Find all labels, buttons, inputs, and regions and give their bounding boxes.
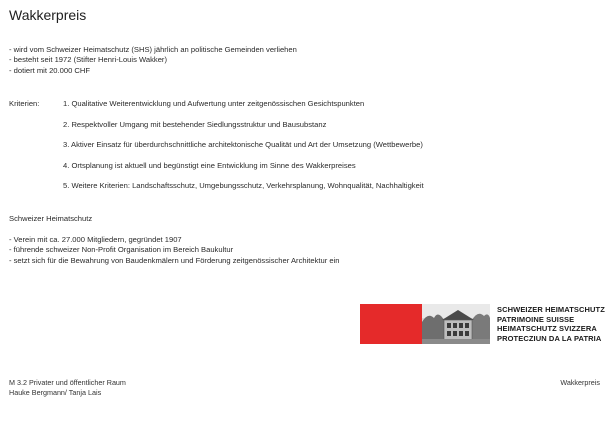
logo-building-photo [422, 304, 490, 344]
logo-line: SCHWEIZER HEIMATSCHUTZ [497, 305, 605, 314]
criteria-item: 2. Respektvoller Umgang mit bestehender Siedlungsstruktur und Bausubstanz [63, 119, 327, 129]
logo-line: PATRIMOINE SUISSE [497, 314, 575, 324]
criteria-item: 4. Ortsplanung ist aktuell und begünstigt eine Entwicklung im Sinne des Wakkerpreises [63, 160, 356, 170]
page-title: Wakkerpreis [9, 7, 87, 23]
shs-line: - führende schweizer Non-Profit Organisation im Bereich Baukultur [9, 245, 234, 255]
logo-red-block [360, 304, 422, 344]
footer-right: Wakkerpreis [560, 378, 600, 387]
logo-line: PROTECZIUN DA LA PATRIA [497, 333, 602, 343]
logo-line: HEIMATSCHUTZ SVIZZERA [497, 324, 597, 334]
criteria-label: Kriterien: [9, 99, 40, 108]
footer-course: M 3.2 Privater und öffentlicher Raum [9, 378, 126, 387]
criteria-list [63, 99, 424, 202]
intro-line: - besteht seit 1972 (Stifter Henri-Louis Wakker) [9, 55, 167, 65]
shs-heading: Schweizer Heimatschutz [9, 214, 93, 223]
heimatschutz-logo [360, 304, 605, 344]
criteria-item: 5. Weitere Kriterien: Landschaftsschutz, Umgebungsschutz, Verkehrsplanung, Wohnqualität, Nachhaltigkeit [63, 181, 424, 190]
shs-line: - setzt sich für die Bewahrung von Baudenkmälern und Förderung zeitgenössischer Architektur ein [9, 255, 340, 265]
footer-authors: Hauke Bergmann/ Tanja Lais [9, 387, 102, 397]
criteria-item: 1. Qualitative Weiterentwicklung und Aufwertung unter zeitgenössischen Gesichtspunkten [63, 99, 365, 108]
intro-list [9, 45, 297, 76]
shs-line: - Verein mit ca. 27.000 Mitgliedern, gegründet 1907 [9, 235, 182, 244]
criteria-item: 3. Aktiver Einsatz für überdurchschnittliche architektonische Qualität und Art der Umsetzung (Wettbewerbe) [63, 140, 423, 149]
footer-left [9, 378, 126, 397]
intro-line: - wird vom Schweizer Heimatschutz (SHS) jährlich an politische Gemeinden verliehen [9, 45, 297, 54]
shs-list [9, 235, 340, 266]
intro-line: - dotiert mit 20.000 CHF [9, 65, 91, 75]
logo-wordmark [497, 305, 605, 343]
